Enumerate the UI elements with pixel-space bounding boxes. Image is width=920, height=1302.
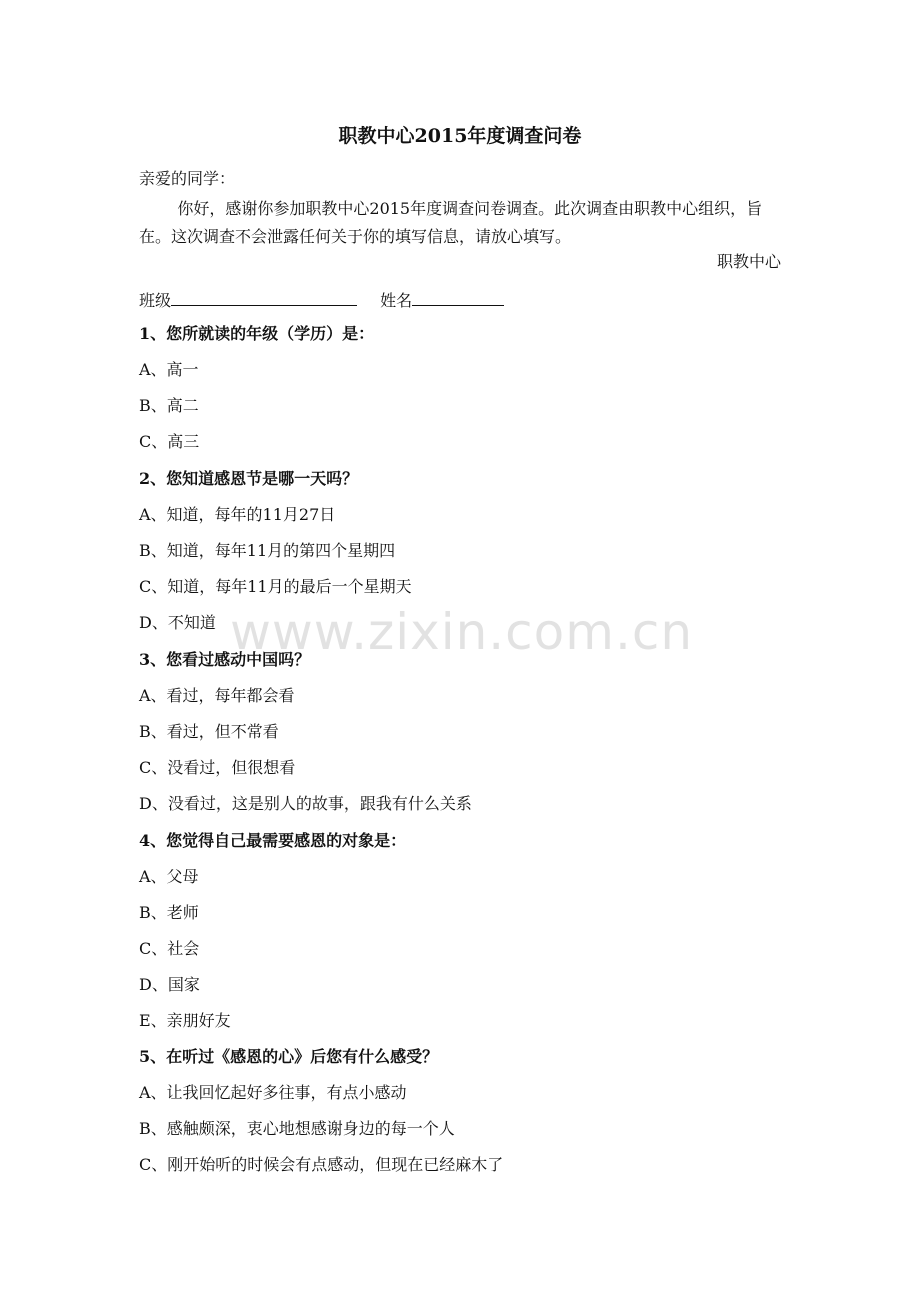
question-2: 2、您知道感恩节是哪一天吗？	[139, 469, 359, 488]
intro-paragraph: 你好，感谢你参加职教中心2015年度调查问卷调查。此次调查由职教中心组织，旨在。这次调查不会泄露任何关于你的填写信息，请放心填写。	[139, 199, 763, 246]
q3-option-a: A、看过，每年都会看	[139, 686, 295, 705]
q4-option-e: E、亲朋好友	[139, 1011, 231, 1030]
q4-option-a: A、父母	[139, 867, 199, 886]
q5-option-b: B、感触颇深，衷心地想感谢身边的每一个人	[139, 1119, 455, 1138]
info-fields	[139, 286, 504, 313]
name-blank[interactable]	[412, 286, 504, 306]
q3-option-b: B、看过，但不常看	[139, 722, 279, 741]
question-1: 1、您所就读的年级（学历）是：	[139, 324, 375, 343]
q2-option-d: D、不知道	[139, 613, 216, 632]
class-blank[interactable]	[171, 286, 357, 306]
q1-option-c: C、高三	[139, 432, 200, 451]
q5-option-a: A、让我回忆起好多往事，有点小感动	[139, 1083, 407, 1102]
q2-option-a: A、知道，每年的11月27日	[139, 505, 336, 524]
q1-option-b: B、高二	[139, 396, 199, 415]
greeting: 亲爱的同学：	[139, 169, 236, 188]
q4-option-d: D、国家	[139, 975, 200, 994]
q3-option-d: D、没看过，这是别人的故事，跟我有什么关系	[139, 794, 472, 813]
watermark: www.zixin.com.cn	[230, 603, 694, 661]
q3-option-c: C、没看过，但很想看	[139, 758, 296, 777]
name-label: 姓名	[380, 291, 413, 310]
q2-option-b: B、知道，每年11月的第四个星期四	[139, 541, 396, 560]
q1-option-a: A、高一	[139, 360, 199, 379]
question-3: 3、您看过感动中国吗？	[139, 650, 311, 669]
question-4: 4、您觉得自己最需要感恩的对象是：	[139, 831, 407, 850]
signature: 职教中心	[716, 252, 781, 271]
q4-option-c: C、社会	[139, 939, 200, 958]
q2-option-c: C、知道，每年11月的最后一个星期天	[139, 577, 412, 596]
question-5: 5、在听过《感恩的心》后您有什么感受？	[139, 1047, 439, 1066]
q4-option-b: B、老师	[139, 903, 199, 922]
q5-option-c: C、刚开始听的时候会有点感动，但现在已经麻木了	[139, 1155, 504, 1174]
document-title: 职教中心2015年度调查问卷	[338, 125, 582, 147]
class-label: 班级	[139, 291, 172, 310]
